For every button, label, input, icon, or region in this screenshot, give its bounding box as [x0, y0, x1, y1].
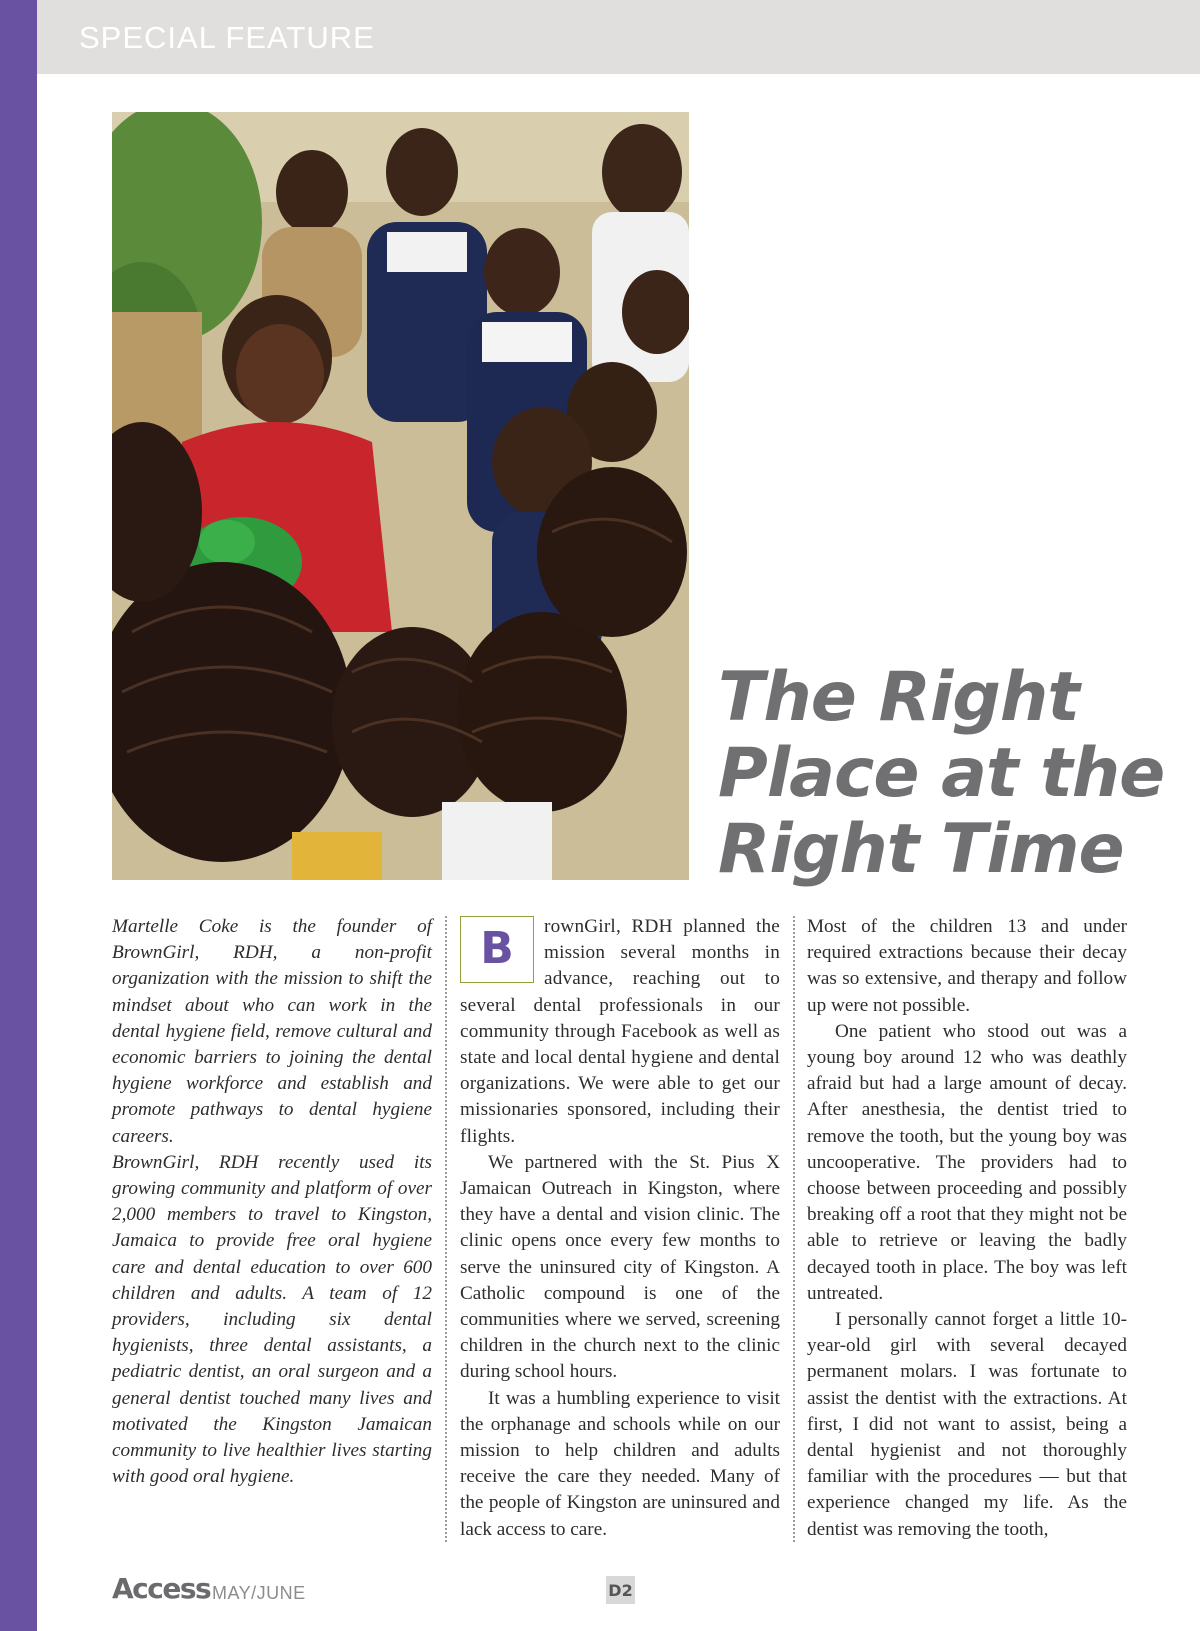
purple-side-bar: [0, 0, 37, 1631]
body-paragraph: Most of the children 13 and under required extractions because their decay was so extensive, and therapy and follow up were not possible.: [807, 916, 1127, 1016]
title-line: The Right: [718, 658, 1079, 737]
title-line: Place at the: [718, 734, 1165, 813]
section-label: SPECIAL FEATURE: [79, 20, 375, 55]
body-column-right: [807, 914, 1127, 1544]
page-number: D2: [606, 1576, 635, 1604]
intro-paragraph: Martelle Coke is the founder of BrownGirl, RDH, a non-profit organization with the mission to shift the mindset about who can work in the dental hygiene field, remove cultural and economic barriers to joining the dental hygiene workforce and establish and promote pathways to dental hygiene careers.: [112, 916, 432, 1147]
title-line: Right Time: [718, 810, 1124, 889]
column-divider: [793, 916, 795, 1542]
drop-cap: B: [460, 916, 534, 983]
intro-paragraph: BrownGirl, RDH recently used its growing community and platform of over 2,000 members to travel to Kingston, Jamaica to provide free oral hygiene care and dental education to over 600 children and adults. A team of 12 providers, including six dental hygienists, three dental assistants, a pediatric dentist, an oral surgeon and a general dentist touched many lives and motivated the Kingston Jamaican community to live healthier lives starting with good oral hygiene.: [112, 1151, 432, 1488]
body-paragraph: It was a humbling experience to visit the orphanage and schools while on our mission to help children and adults receive the care they needed. Many of the people of Kingston are uninsured and lack access to care.: [460, 1387, 780, 1540]
section-header-bar: [37, 0, 1200, 74]
issue-label: MAY/JUNE: [212, 1583, 306, 1603]
body-column-middle: [460, 914, 780, 1544]
magazine-logo: Access: [112, 1572, 211, 1605]
intro-column: [112, 914, 432, 1544]
article-title: [718, 660, 1178, 888]
article-photo: [112, 112, 689, 880]
column-divider: [445, 916, 447, 1542]
body-paragraph: I personally cannot forget a little 10-year-old girl with several decayed permanent molars. I was fortunate to assist the dentist with the extractions. At first, I did not want to assist, being a dental hygienist and not thoroughly familiar with the procedures — but that experience changed my life. As the dentist was removing the tooth,: [807, 1309, 1127, 1540]
body-paragraph: We partnered with the St. Pius X Jamaican Outreach in Kingston, where they have a dental and vision clinic. The clinic opens once every few months to serve the uninsured city of Kingston. A Catholic compound is one of the communities where we served, screening children in the church next to the clinic during school hours.: [460, 1151, 780, 1383]
body-paragraph: One patient who stood out was a young boy around 12 who was deathly afraid but had a large amount of decay. After anesthesia, the dentist tried to remove the tooth, but the young boy was uncooperative. The providers had to choose between proceeding and possibly breaking off a root that they might not be able to retrieve or leaving the badly decayed tooth in place. The boy was left untreated.: [807, 1020, 1127, 1304]
body-paragraph: rownGirl, RDH planned the mission several months in advance, reaching out to several dental professionals in our community through Facebook as well as state and local dental hygiene and dental organizations. We were able to get our missionaries sponsored, including their flights.: [460, 916, 780, 1147]
